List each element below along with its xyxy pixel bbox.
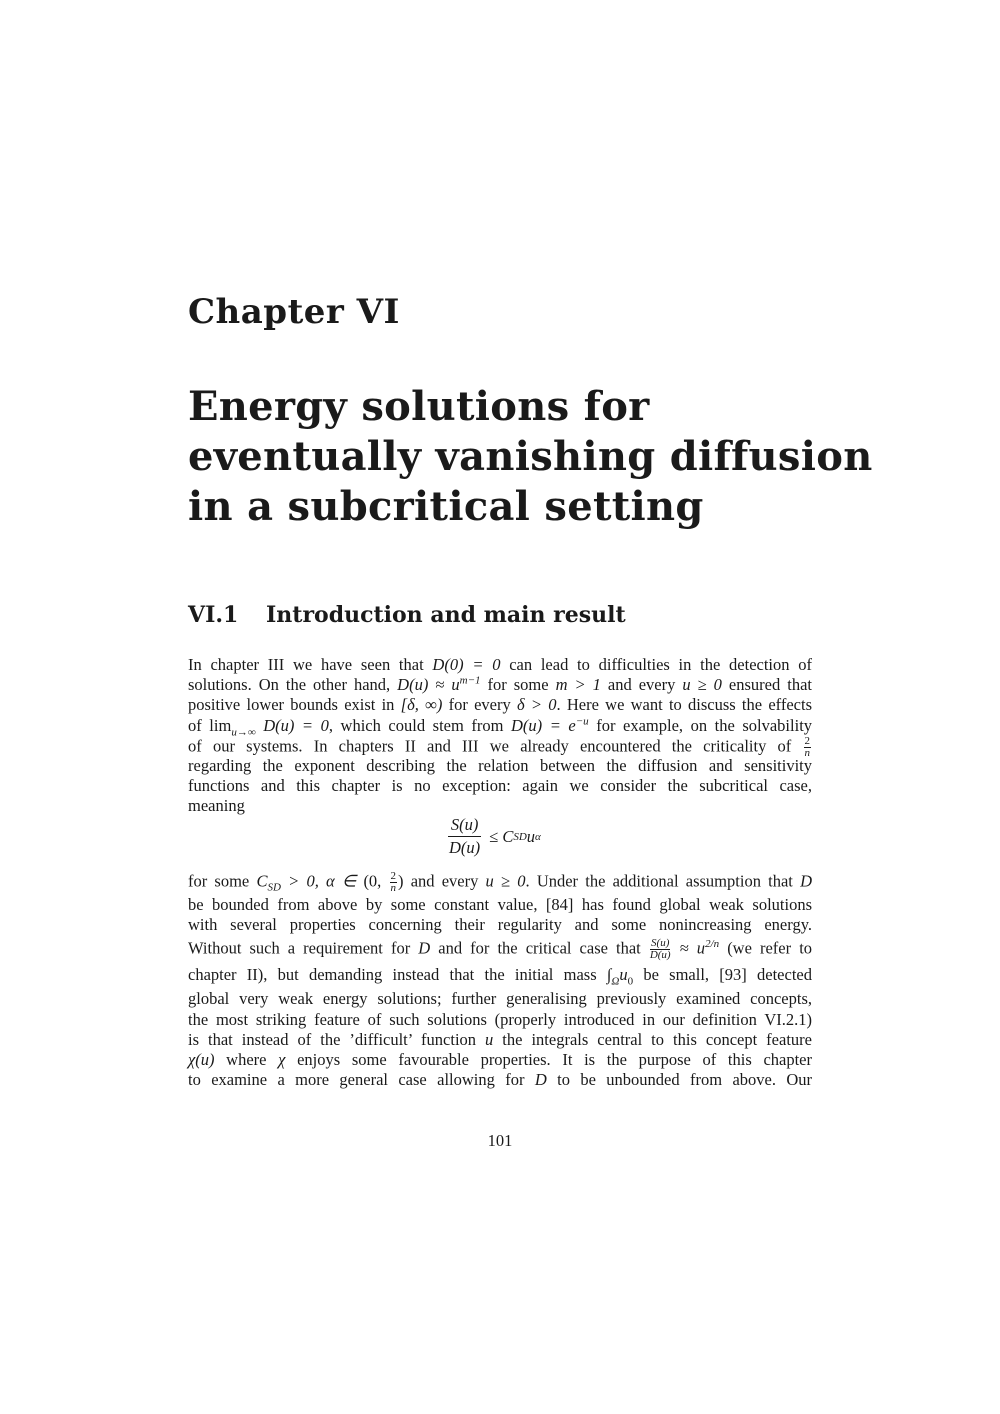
chapter-title-line: Energy solutions for xyxy=(188,383,650,430)
text-line: functions and this chapter is no exception: again we consider the subcritical case, xyxy=(188,776,812,796)
page-number: 101 xyxy=(487,1131,513,1150)
section-title: Introduction and main result xyxy=(266,602,626,628)
text-line: for some $C_{SD} > 0$, α ∈ (0, $\frac{2}{n}$ ) and every u ≥ 0. Under the additional assumption that D xyxy=(188,870,812,894)
paragraph-intro xyxy=(188,655,812,817)
fraction: $\frac{S(u)}{D(u)}$ xyxy=(649,937,671,962)
section-heading xyxy=(188,602,626,628)
paragraph-continued xyxy=(188,868,812,1090)
text-line: regarding the exponent describing the relation between the diffusion and sensitivity xyxy=(188,755,812,775)
text-line: of $\lim_{u\to\infty} D(u) = 0$, which could stem from $D(u) = e^{-u}$ for example, on the solvability xyxy=(188,715,813,738)
text-line: is that instead of the ’difficult’ function u the integrals central to this concept feature xyxy=(188,1029,812,1049)
text-line: chapter II), but demanding instead that the initial mass $\int_\Omega u_0$ be small, [93] detected xyxy=(188,965,812,988)
text-line: In chapter III we have seen that D(0) = 0 can lead to difficulties in the detection of xyxy=(188,655,812,674)
display-formula: $\frac{S(u)}{D(u)}$ ≤ C SD u α xyxy=(446,814,541,859)
text-line: positive lower bounds exist in [δ, ∞) for every δ > 0. Here we want to discuss the effects xyxy=(188,695,812,715)
fraction: $\frac{2}{n}$ xyxy=(804,734,810,759)
chapter-title-line: eventually vanishing diffusion xyxy=(188,433,873,480)
text-line: with several properties concerning their regularity and some nonincreasing energy. xyxy=(188,915,812,935)
text-line: meaning xyxy=(188,796,245,816)
text-line: χ(u) where χ enjoys some favourable properties. It is the purpose of this chapter xyxy=(188,1049,812,1069)
fraction: $\frac{2}{n}$ xyxy=(390,870,396,894)
text-line: Without such a requirement for D and for the critical case that $\frac{S(u)}{D(u)}$ ≈ $u^{2/n}$ (we refer to xyxy=(188,937,813,962)
text-line: of our systems. In chapters II and III we already encountered the criticality of $\frac{2}{n}$ xyxy=(188,734,810,759)
formula-fraction: $\frac{S(u)}{D(u)}$ xyxy=(449,815,481,857)
text-line: be bounded from above by some constant value, [84] has found global weak solutions xyxy=(188,895,812,914)
chapter-label: Chapter VI xyxy=(188,292,400,332)
text-line: global very weak energy solutions; further generalising previously examined concepts, xyxy=(188,989,812,1009)
text-line: to examine a more general case allowing for D to be unbounded from above. Our xyxy=(188,1070,812,1090)
chapter-title-line: in a subcritical setting xyxy=(188,483,704,530)
text-line: the most striking feature of such solutions (properly introduced in our definition VI.2.1) xyxy=(188,1009,812,1029)
section-number: VI.1 xyxy=(188,602,239,628)
chapter-title xyxy=(188,382,873,532)
text-line: solutions. On the other hand, $D(u) \approx u^{m-1}$ for some m > 1 and every u ≥ 0 ensured that xyxy=(188,674,812,695)
